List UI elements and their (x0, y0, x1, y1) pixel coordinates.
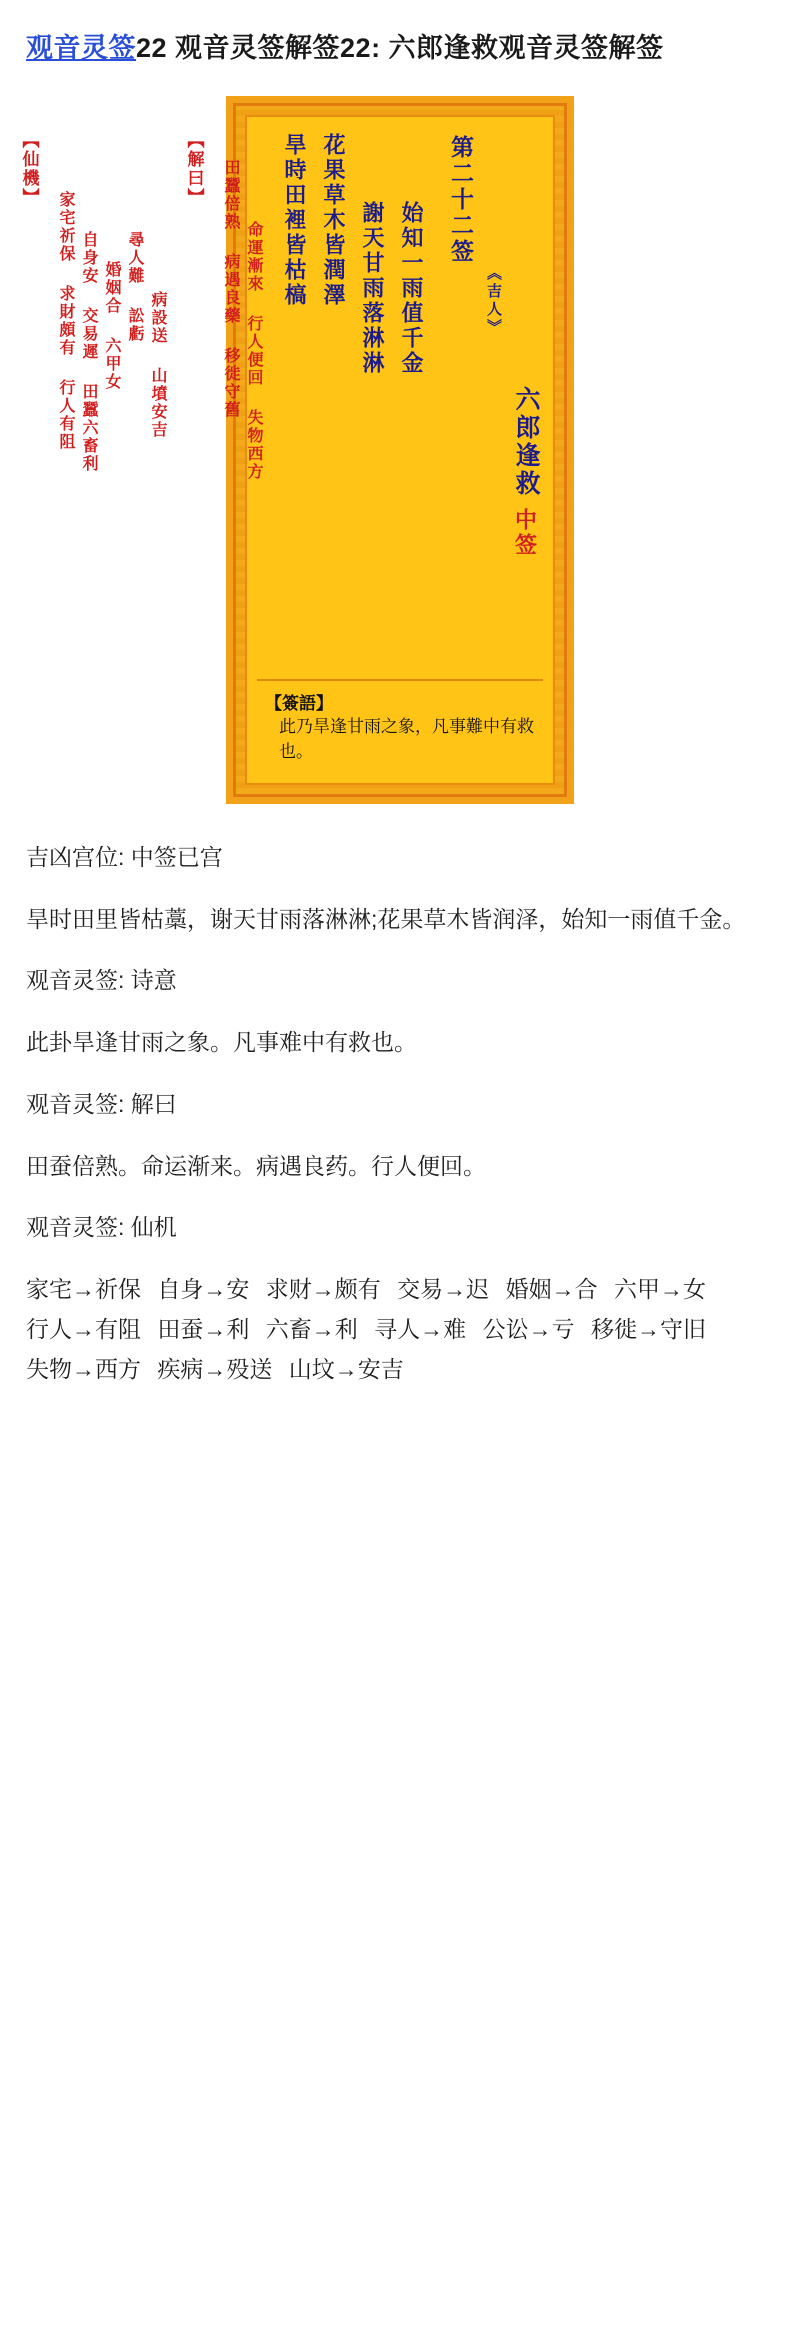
section-heading-jieyue: 观音灵签: 解曰 (26, 1085, 774, 1124)
list-item: 公讼→亏 (483, 1309, 575, 1349)
footer-text: 此乃旱逢甘雨之象，凡事難中有救也。 (265, 714, 537, 765)
xianji-pair-14: 山墳安吉 (146, 367, 169, 439)
xianji-pair-2: 自身安 (77, 231, 100, 285)
xianji-pair-6: 六甲女 (100, 337, 123, 391)
jieyue-line-extra2: 失物西方 (242, 409, 265, 481)
section-heading-shiyi: 观音灵签: 诗意 (26, 961, 774, 1000)
xianji-pair-7: 行人有阻 (54, 379, 77, 451)
talisman-name: 六郎逢救 (507, 386, 543, 498)
list-item: 失物→西方 (26, 1349, 141, 1389)
xianji-pair-9: 尋人難 (123, 231, 146, 285)
talisman-inner (245, 115, 555, 785)
fortune-position: 吉凶宫位: 中签已宫 (26, 838, 774, 877)
talisman-number: 第二十二签 (441, 131, 480, 2213)
talisman-grade: 《吉人》 (480, 261, 507, 2343)
poem-line-2: 花果草木皆潤澤 (314, 131, 353, 308)
list-item: 交易→迟 (397, 1269, 489, 1309)
list-item: 疾病→殁送 (157, 1349, 272, 1389)
list-item: 自身→安 (157, 1269, 249, 1309)
talisman-rank: 中签 (510, 508, 541, 558)
fortune-list (26, 1269, 774, 1390)
jieyue-line-1: 田蠶倍熟 (219, 159, 242, 231)
talisman-verse-area (257, 125, 543, 671)
poem-line-3: 謝天甘雨落淋淋 (353, 131, 392, 376)
jieyue-label: 【解曰】 (182, 131, 207, 207)
poem-line-4: 始知一雨值千金 (392, 131, 431, 376)
footer-label: 【簽語】 (265, 689, 537, 714)
talisman-image (26, 96, 774, 804)
page-title (26, 28, 774, 70)
jieyue-text: 田蚕倍熟。命运渐来。病遇良药。行人便回。 (26, 1146, 774, 1186)
shiyi-text: 此卦旱逢甘雨之象。凡事难中有救也。 (26, 1022, 774, 1062)
list-item: 田蚕→利 (157, 1309, 249, 1349)
list-item: 山坟→安吉 (289, 1349, 404, 1389)
xianji-pair-10: 訟虧 (123, 307, 146, 343)
page-title-rest: 22 观音灵签解签22: 六郎逢救观音灵签解签 (136, 33, 664, 63)
xianji-label: 【仙機】 (17, 131, 42, 207)
jieyue-line-4: 行人便回 (242, 315, 265, 387)
list-item: 六畜→利 (266, 1309, 358, 1349)
section-heading-xianji: 观音灵签: 仙机 (26, 1208, 774, 1247)
talisman-card (226, 96, 574, 804)
poem-line-1: 旱時田裡皆枯槁 (275, 131, 314, 308)
list-item: 求财→颇有 (266, 1269, 381, 1309)
list-item: 移徙→守旧 (591, 1309, 706, 1349)
jieyue-line-2: 命運漸來 (242, 221, 265, 293)
poem-text: 旱时田里皆枯藁，谢天甘雨落淋淋;花果草木皆润泽，始知一雨值千金。 (26, 899, 774, 939)
xianji-pair-3: 求財頗有 (54, 285, 77, 357)
xianji-pair-1: 家宅祈保 (54, 191, 77, 263)
page-title-link[interactable]: 观音灵签 (26, 33, 136, 63)
list-item: 行人→有阻 (26, 1309, 141, 1349)
list-item: 婚姻→合 (506, 1269, 598, 1309)
talisman-frame (233, 103, 567, 797)
xianji-pair-13: 病設送 (146, 291, 169, 345)
xianji-pair-4: 交易遲 (77, 307, 100, 361)
jieyue-line-3: 病遇良藥 (219, 253, 242, 325)
xianji-pair-8: 田蠶六畜利 (77, 383, 100, 473)
xianji-pair-5: 婚姻合 (100, 261, 123, 315)
list-item: 家宅→祈保 (26, 1269, 141, 1309)
jieyue-line-extra: 移徙守舊 (219, 347, 242, 419)
list-item: 六甲→女 (614, 1269, 706, 1309)
list-item: 寻人→难 (374, 1309, 466, 1349)
